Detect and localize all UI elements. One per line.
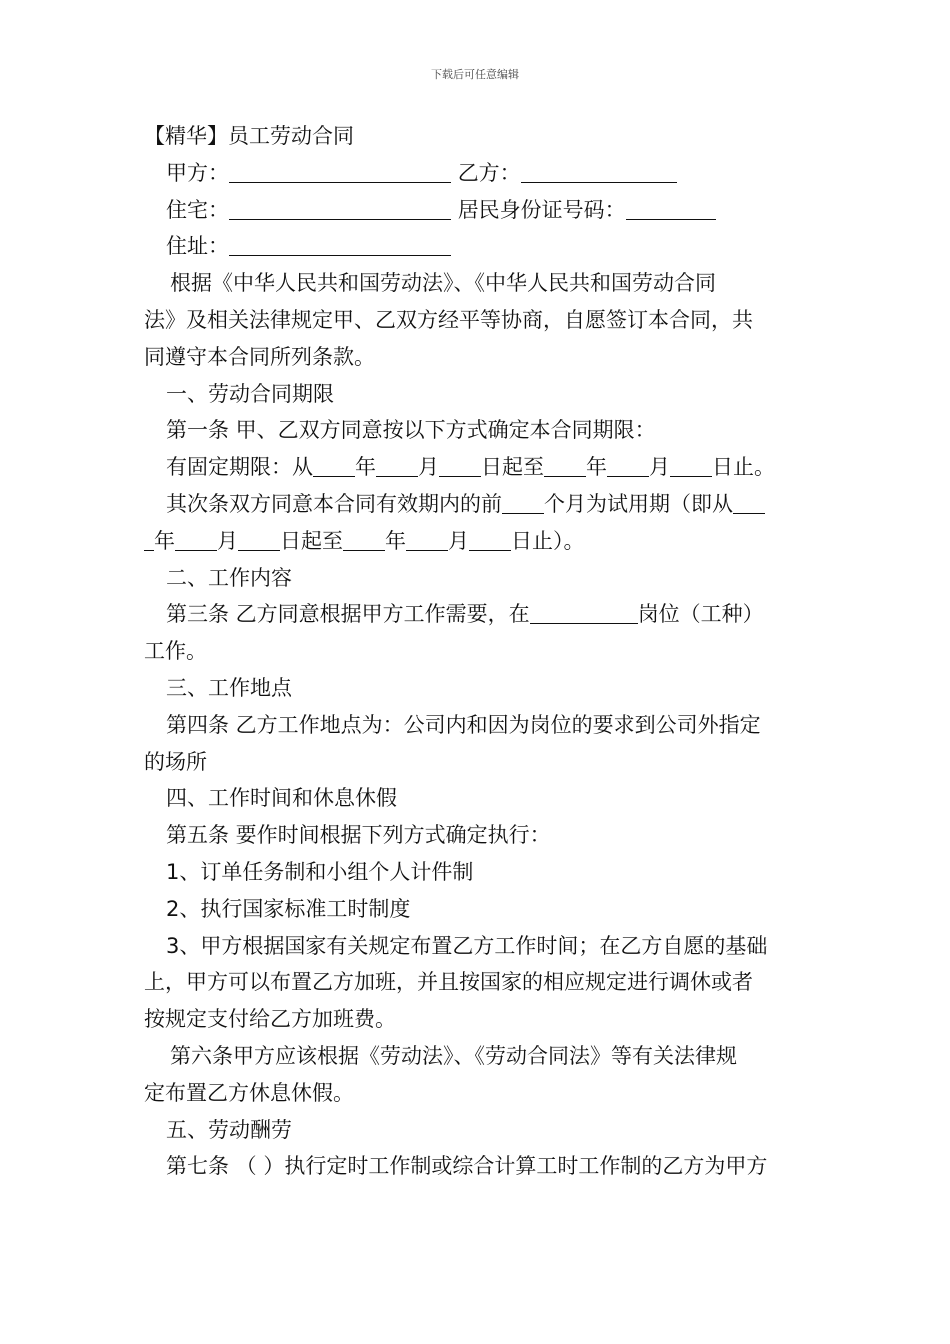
date-blank[interactable] bbox=[313, 454, 355, 477]
article-2-text: 其次条双方同意本合同有效期内的前 bbox=[166, 491, 502, 516]
article-2-line bbox=[144, 486, 814, 523]
id-blank[interactable] bbox=[626, 197, 716, 220]
article-6-line: 第六条甲方应该根据《劳动法》、《劳动合同法》等有关法律规 bbox=[170, 1043, 737, 1068]
date-blank[interactable] bbox=[238, 528, 280, 551]
year-label: 年 bbox=[355, 455, 376, 480]
list-item: 3、甲方根据国家有关规定布置乙方工作时间；在乙方自愿的基础 bbox=[166, 933, 768, 958]
probation-text: 个月为试用期（即从 bbox=[544, 491, 733, 516]
list-item: 2、执行国家标准工时制度 bbox=[166, 896, 411, 921]
fixed-term-label: 有固定期限：从 bbox=[166, 455, 313, 480]
month-label: 月 bbox=[649, 455, 670, 480]
year-label: 年 bbox=[385, 528, 406, 553]
day-to-label: 日起至 bbox=[481, 455, 544, 480]
party-line bbox=[144, 155, 814, 192]
date-blank[interactable] bbox=[144, 528, 154, 551]
contract-body bbox=[144, 118, 814, 1185]
date-blank[interactable] bbox=[376, 454, 418, 477]
section-heading: 一、劳动合同期限 bbox=[166, 381, 334, 406]
month-label: 月 bbox=[448, 528, 469, 553]
list-item: 按规定支付给乙方加班费。 bbox=[144, 1007, 396, 1032]
party-a-blank[interactable] bbox=[229, 160, 451, 183]
position-blank[interactable] bbox=[530, 601, 638, 624]
date-blank[interactable] bbox=[343, 528, 385, 551]
day-end-label: 日止）。 bbox=[511, 528, 585, 553]
date-blank[interactable] bbox=[607, 454, 649, 477]
month-label: 月 bbox=[418, 455, 439, 480]
address-blank[interactable] bbox=[229, 233, 451, 256]
date-blank[interactable] bbox=[733, 491, 765, 514]
article-1: 第一条 甲、乙双方同意按以下方式确定本合同期限： bbox=[166, 418, 656, 443]
party-b-blank[interactable] bbox=[521, 160, 677, 183]
position-label: 岗位（工种） bbox=[637, 602, 764, 627]
list-item: 上，甲方可以布置乙方加班，并且按国家的相应规定进行调休或者 bbox=[144, 970, 753, 995]
section-heading: 五、劳动酬劳 bbox=[166, 1117, 292, 1142]
party-a-label: 甲方： bbox=[166, 160, 229, 185]
fixed-term-line bbox=[144, 449, 814, 486]
article-4-line: 的场所 bbox=[144, 749, 207, 774]
article-3-text: 第三条 乙方同意根据甲方工作需要，在 bbox=[166, 602, 530, 627]
day-to-label: 日起至 bbox=[280, 528, 343, 553]
months-blank[interactable] bbox=[502, 491, 544, 514]
date-blank[interactable] bbox=[175, 528, 217, 551]
intro-line: 同遵守本合同所列条款。 bbox=[144, 344, 375, 369]
residence-line bbox=[144, 192, 814, 229]
residence-label: 住宅： bbox=[166, 197, 229, 222]
intro-line: 法》及相关法律规定甲、乙双方经平等协商，自愿签订本合同，共 bbox=[144, 307, 753, 332]
date-blank[interactable] bbox=[670, 454, 712, 477]
address-line bbox=[144, 228, 814, 265]
article-3-line: 工作。 bbox=[144, 639, 207, 664]
month-label: 月 bbox=[217, 528, 238, 553]
article-5: 第五条 要作时间根据下列方式确定执行： bbox=[166, 823, 551, 848]
list-item: 1、订单任务制和小组个人计件制 bbox=[166, 859, 474, 884]
year-label: 年 bbox=[154, 528, 175, 553]
year-label: 年 bbox=[586, 455, 607, 480]
date-blank[interactable] bbox=[544, 454, 586, 477]
article-7: 第七条 （ ）执行定时工作制或综合计算工时工作制的乙方为甲方 bbox=[166, 1154, 768, 1179]
page-header-note: 下载后可任意编辑 bbox=[431, 68, 519, 81]
article-6-line: 定布置乙方休息休假。 bbox=[144, 1080, 354, 1105]
residence-blank[interactable] bbox=[229, 197, 451, 220]
document-title: 【精华】员工劳动合同 bbox=[144, 124, 354, 148]
section-heading: 二、工作内容 bbox=[166, 565, 292, 590]
section-heading: 四、工作时间和休息休假 bbox=[166, 786, 397, 811]
date-blank[interactable] bbox=[439, 454, 481, 477]
address-label: 住址： bbox=[166, 234, 229, 259]
section-heading: 三、工作地点 bbox=[166, 675, 292, 700]
article-2-line bbox=[144, 523, 814, 560]
article-4-line: 第四条 乙方工作地点为：公司内和因为岗位的要求到公司外指定 bbox=[166, 712, 761, 737]
date-blank[interactable] bbox=[406, 528, 448, 551]
intro-line: 根据《中华人民共和国劳动法》、《中华人民共和国劳动合同 bbox=[170, 271, 716, 296]
id-label: 居民身份证号码： bbox=[457, 197, 626, 222]
party-b-label: 乙方： bbox=[457, 160, 521, 185]
article-3-line bbox=[144, 596, 814, 633]
day-end-label: 日止。 bbox=[712, 455, 775, 480]
date-blank[interactable] bbox=[469, 528, 511, 551]
